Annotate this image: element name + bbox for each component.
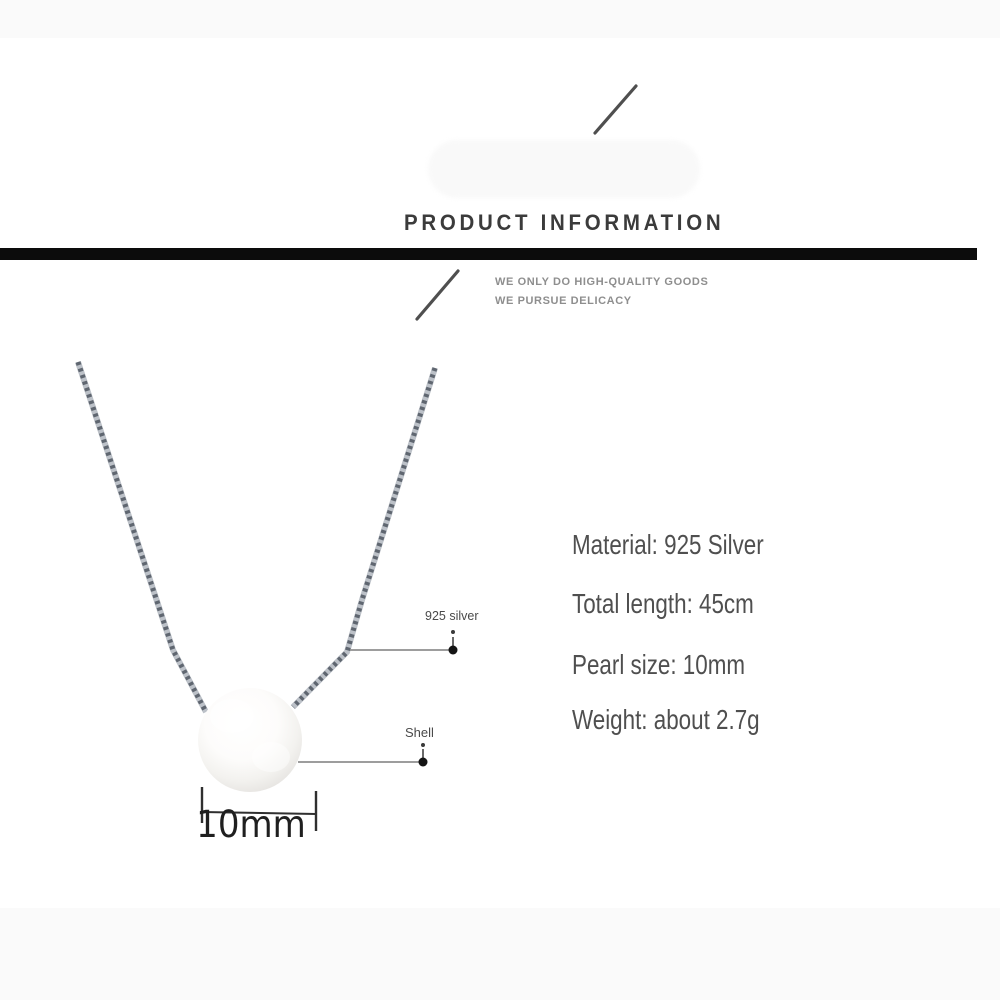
- tagline-line-2: WE PURSUE DELICACY: [495, 295, 632, 307]
- top-slash-icon: [595, 86, 636, 133]
- pearl-highlight: [252, 742, 290, 772]
- pearl-material-label: Shell: [405, 725, 434, 740]
- pearl-size-label: 10mm: [196, 803, 306, 846]
- tagline-line-1: WE ONLY DO HIGH-QUALITY GOODS: [495, 276, 709, 288]
- chain-left: [78, 362, 206, 712]
- pearl-sheen: [210, 699, 254, 733]
- pearl: [198, 688, 302, 792]
- spec-total-length: Total length: 45cm: [572, 588, 754, 619]
- chain-right: [293, 368, 435, 707]
- callout-chain-tick-dot: [451, 630, 455, 634]
- accent-slash-icon: [417, 271, 458, 319]
- spec-pearl-size: Pearl size: 10mm: [572, 649, 746, 680]
- callout-chain-dot: [449, 646, 458, 655]
- spec-weight: Weight: about 2.7g: [572, 704, 760, 735]
- chain-material-label: 925 silver: [425, 609, 479, 623]
- callout-pearl-leader: [298, 743, 428, 767]
- page-title: PRODUCT INFORMATION: [404, 210, 725, 235]
- spec-material: Material: 925 Silver: [572, 529, 764, 560]
- callout-pearl-tick-dot: [421, 743, 425, 747]
- callout-chain-leader: [350, 630, 458, 655]
- callout-pearl-dot: [419, 758, 428, 767]
